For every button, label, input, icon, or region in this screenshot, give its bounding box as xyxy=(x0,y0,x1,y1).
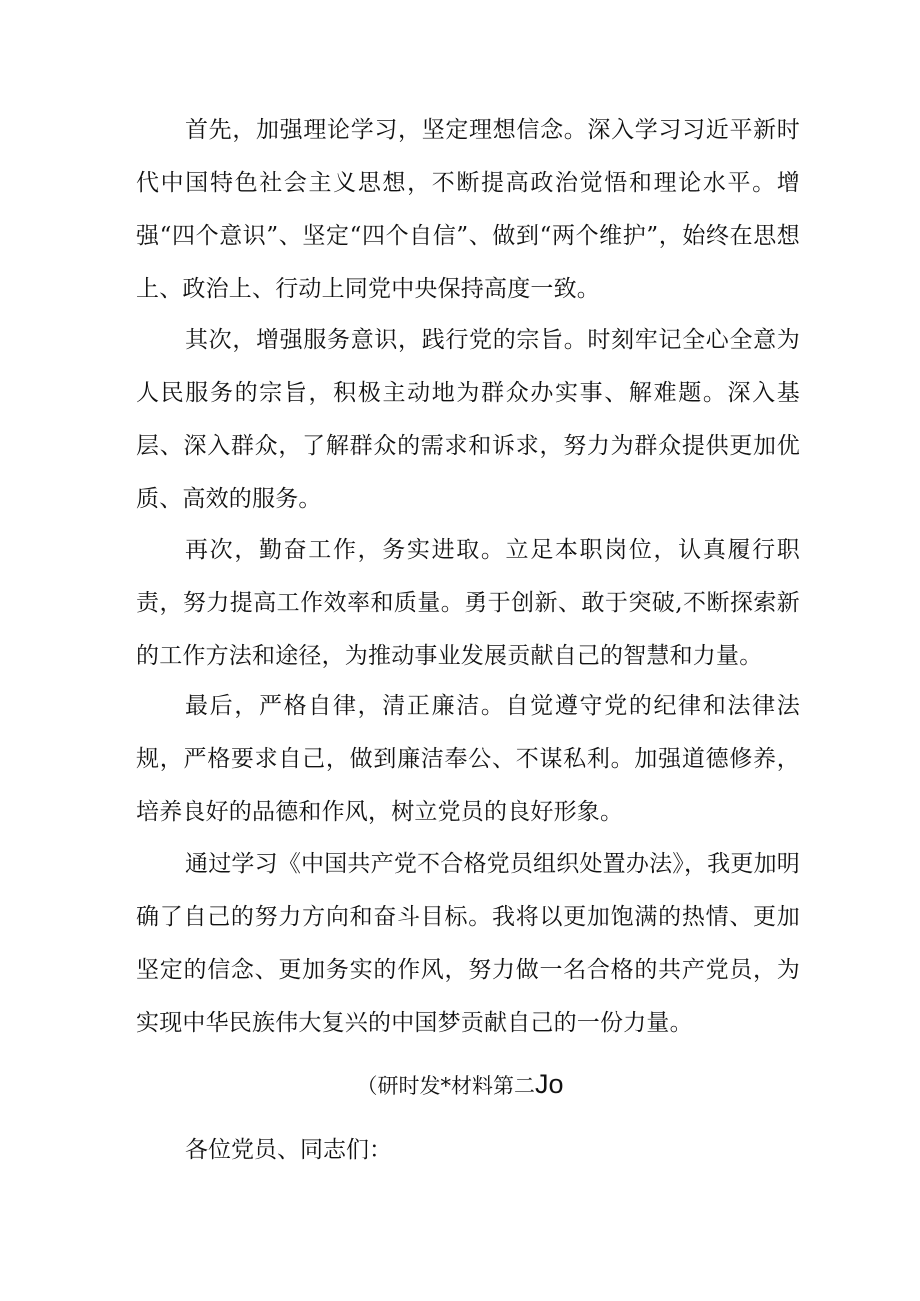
paragraph-4: 最后，严格自律，清正廉洁。自觉遵守党的纪律和法律法规，严格要求自己，做到廉洁奉公、不谋私利。加强道德修养，培养良好的品德和作风，树立党员的良好形象。 xyxy=(136,693,800,825)
paragraph-1: 首先，加强理论学习，坚定理想信念。深入学习习近平新时代中国特色社会主义思想，不断提高政治觉悟和理论水平。增强“四个意识”、坚定“四个自信”、做到“两个维护”，始终在思想上、政治上、行动上同党中央保持高度一致。 xyxy=(136,117,800,302)
paragraph-5: 通过学习《中国共产党不合格党员组织处置办法》，我更加明确了自己的努力方向和奋斗目标。我将以更加饱满的热情、更加坚定的信念、更加务实的作风，努力做一名合格的共产党员，为实现中华民族伟大复兴的中国梦贡献自己的一份力量。 xyxy=(136,851,800,1036)
section-heading xyxy=(0,1058,920,1113)
section-heading-text: （研时发*材料第二 xyxy=(356,1074,535,1098)
paragraph-3: 再次，勤奋工作，务实进取。立足本职岗位，认真履行职责，努力提高工作效率和质量。勇于创新、敢于突破,不断探索新的工作方法和途径，为推动事业发展贡献自己的智慧和力量。 xyxy=(136,537,800,669)
salutation: 各位党员、同志们： xyxy=(185,1137,392,1163)
section-heading-tail: Jo xyxy=(534,1069,564,1099)
paragraph-2: 其次，增强服务意识，践行党的宗旨。时刻牢记全心全意为人民服务的宗旨，积极主动地为群众办实事、解难题。深入基层、深入群众，了解群众的需求和诉求，努力为群众提供更加优质、高效的服务。 xyxy=(136,327,800,512)
